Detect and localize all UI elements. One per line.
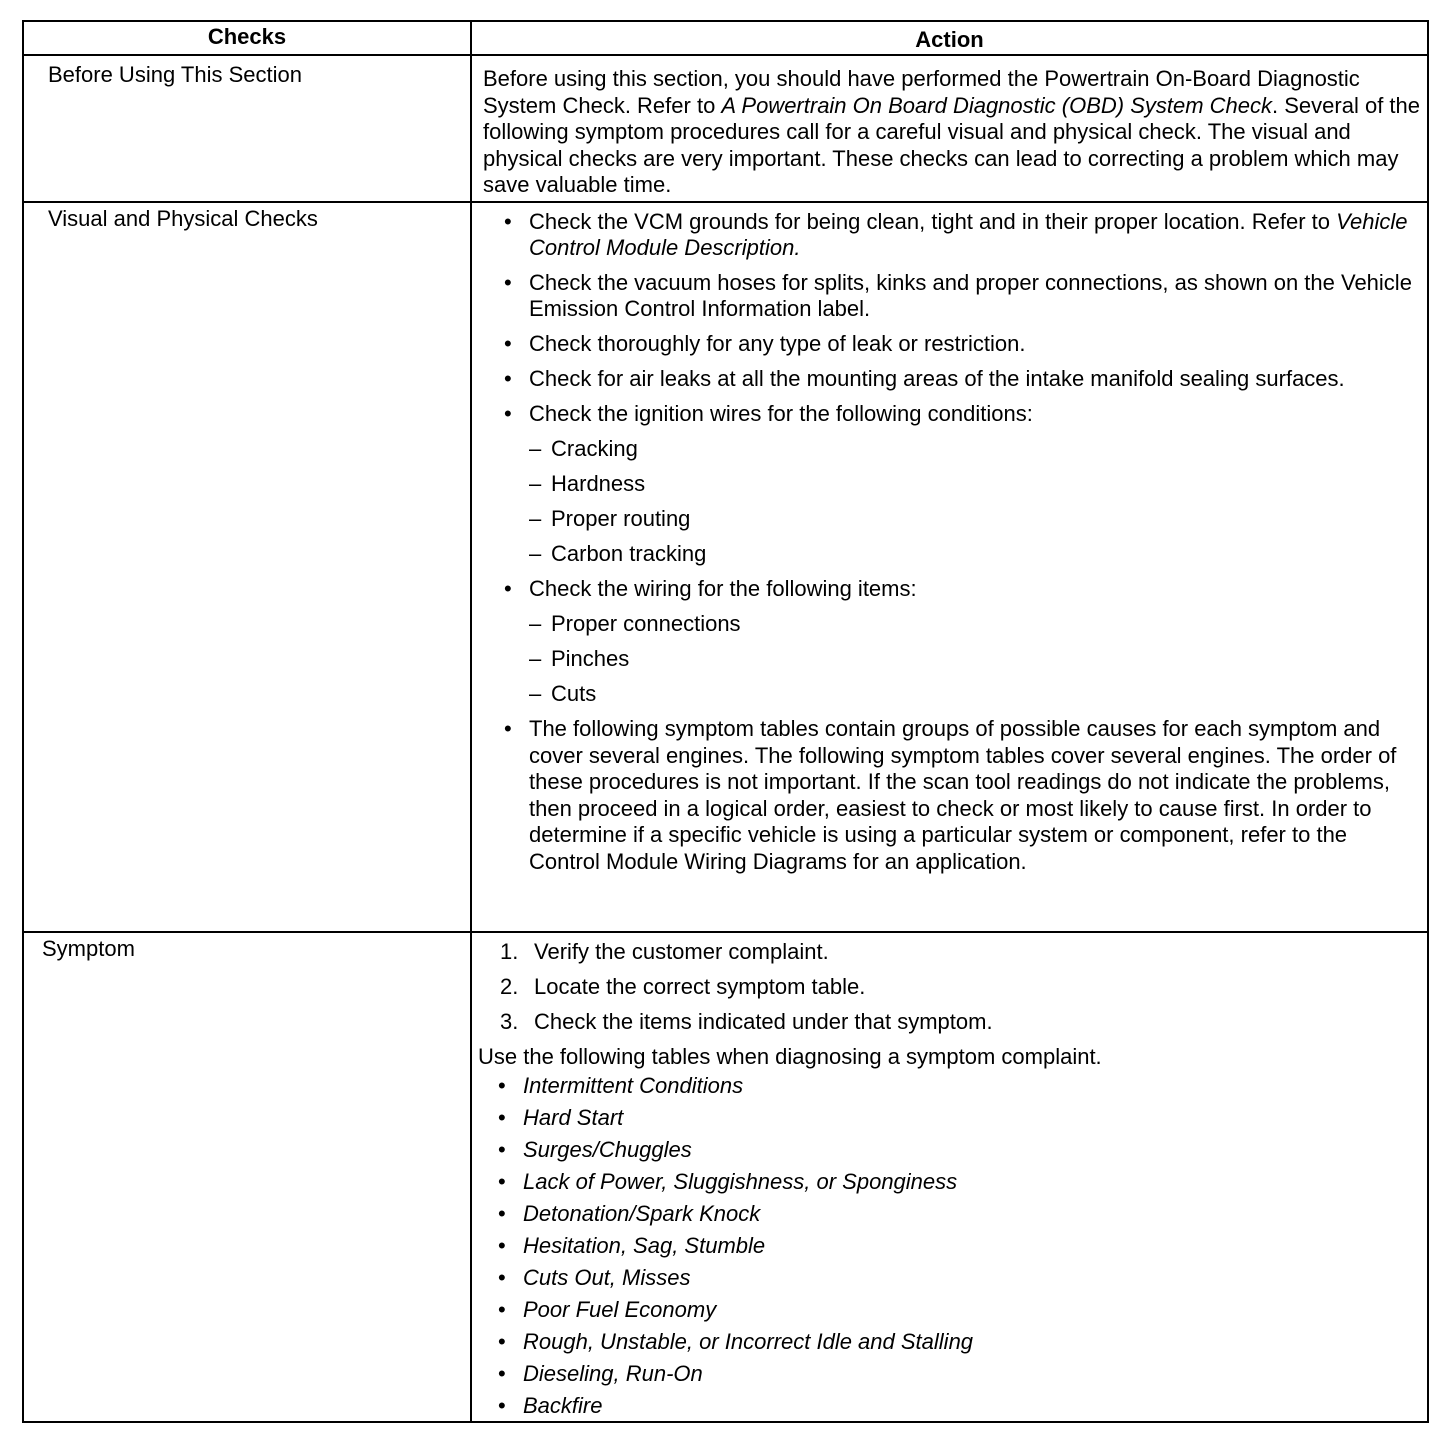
list-item: • Check the VCM grounds for being clean, tight and in their proper location. Refer to Vehicle Control Module Description. — [504, 209, 1419, 261]
action-visual-physical — [504, 209, 1419, 875]
header-divider — [24, 54, 1427, 56]
list-item: • Dieseling, Run-On — [498, 1358, 1420, 1390]
header-checks: Checks — [207, 24, 287, 49]
check-visual-physical: Visual and Physical Checks — [48, 206, 318, 231]
symptom-tables-list — [498, 1070, 1420, 1422]
header-action: Action — [915, 27, 984, 52]
list-item: • Rough, Unstable, or Incorrect Idle and Stalling — [498, 1326, 1420, 1358]
action-before-using — [483, 66, 1428, 199]
list-item: • Hard Start — [498, 1102, 1420, 1134]
list-item: 1. Verify the customer complaint. — [500, 939, 829, 964]
list-item: • Poor Fuel Economy — [498, 1294, 1420, 1326]
list-item: – Proper routing — [529, 506, 1419, 532]
column-divider — [470, 22, 472, 1421]
list-item: – Proper connections — [529, 611, 1419, 637]
list-item: 3. Check the items indicated under that symptom. — [500, 1009, 993, 1034]
check-before-using: Before Using This Section — [48, 62, 302, 87]
before-text-b: . Several of the following symptom procedures call for a careful visual and physical check. The visual and physical checks are very important. These checks can lead to correcting a problem which may save valuable time. — [483, 92, 1421, 197]
check-symptom: Symptom — [42, 936, 135, 961]
symptom-steps — [500, 939, 1420, 1035]
before-paragraph — [483, 66, 1428, 199]
list-item: – Cuts — [529, 681, 1419, 707]
list-item: • Check the wiring for the following items: – Proper connections – Pinches – Cuts — [504, 576, 1419, 707]
list-item: • Intermittent Conditions — [498, 1070, 1420, 1102]
list-item: • Backfire — [498, 1390, 1420, 1422]
list-item: • Lack of Power, Sluggishness, or Sponginess — [498, 1166, 1420, 1198]
list-item: • Check for air leaks at all the mounting areas of the intake manifold sealing surfaces. — [504, 366, 1419, 392]
list-item: • Cuts Out, Misses — [498, 1262, 1420, 1294]
list-item: • Check the vacuum hoses for splits, kinks and proper connections, as shown on the Vehicle Emission Control Information label. — [504, 270, 1419, 322]
list-item: – Cracking — [529, 436, 1419, 462]
list-item: • Hesitation, Sag, Stumble — [498, 1230, 1420, 1262]
action-symptom — [478, 939, 1420, 1422]
ignition-wire-conditions — [529, 436, 1419, 567]
list-item: • Surges/Chuggles — [498, 1134, 1420, 1166]
list-item: • Check thoroughly for any type of leak or restriction. — [504, 331, 1419, 357]
row-divider-2 — [24, 931, 1427, 933]
wiring-items — [529, 611, 1419, 707]
row-divider-1 — [24, 201, 1427, 203]
obd-system-check-reference: A Powertrain On Board Diagnostic (OBD) System Check — [721, 92, 1273, 118]
vcm-description-reference: Vehicle Control Module Description. — [529, 209, 1408, 260]
list-item: – Pinches — [529, 646, 1419, 672]
list-item: 2. Locate the correct symptom table. — [500, 974, 866, 999]
before-text-a: Before using this section, you should have performed the Powertrain On-Board Diagnostic System Check. Refer to — [483, 66, 1360, 118]
list-item: • Check the ignition wires for the following conditions: – Cracking – Hardness – Proper routing – Carbon tracking — [504, 401, 1419, 567]
symptom-intro: Use the following tables when diagnosing a symptom complaint. — [478, 1044, 1102, 1069]
list-item: – Carbon tracking — [529, 541, 1419, 567]
list-item: • Detonation/Spark Knock — [498, 1198, 1420, 1230]
diagnostic-checks-table — [22, 20, 1429, 1423]
visual-checks-list — [504, 209, 1419, 875]
list-item: • The following symptom tables contain groups of possible causes for each symptom and cover several engines. The following symptom tables cover several engines. The order of these procedures is not important. If the scan tool readings do not indicate the problems, then proceed in a logical order, easiest to check or most likely to cause first. In order to determine if a specific vehicle is using a particular system or component, refer to the Control Module Wiring Diagrams for an application. — [504, 716, 1419, 875]
list-item: – Hardness — [529, 471, 1419, 497]
